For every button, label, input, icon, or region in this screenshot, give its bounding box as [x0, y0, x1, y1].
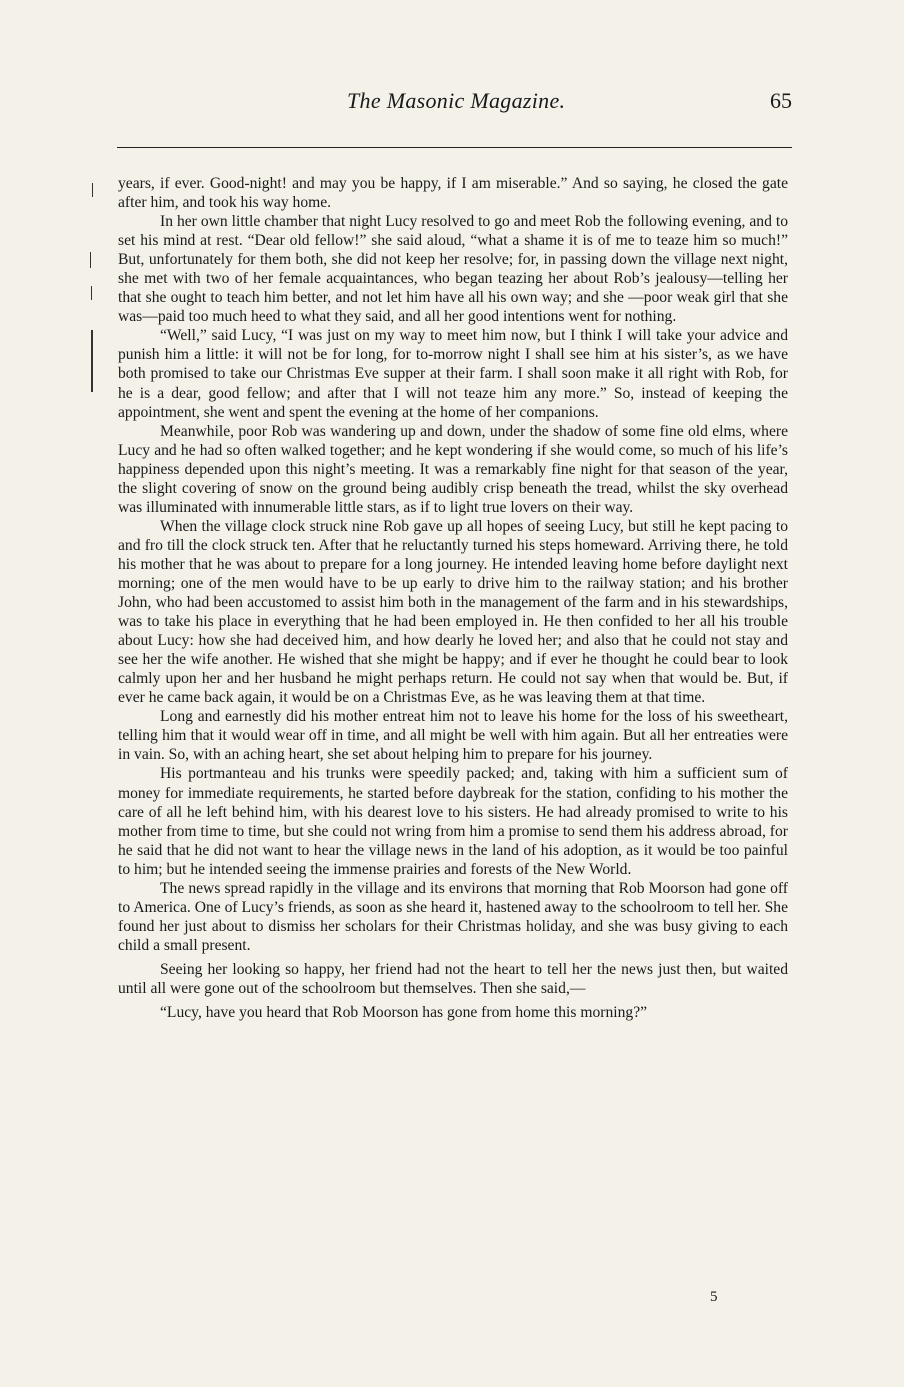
journal-title: The Masonic Magazine. — [347, 88, 566, 113]
margin-mark — [92, 183, 93, 197]
margin-mark — [91, 286, 92, 300]
paragraph: In her own little chamber that night Lucy resolved to go and meet Rob the following evening, and to set his mind at rest. “Dear old fellow!” she said aloud, “what a shame it is of me to teaze him so much!” But, unfortunately for them both, she did not keep her resolve; for, in passing down the village next night, she met with two of her female acquaintances, who began teazing her about Rob’s jealousy—telling her that she ought to teach him better, and not let him have all his own way; and she —poor weak girl that she was—paid too much heed to what they said, and all her good intentions went for nothing. — [118, 213, 788, 326]
margin-mark — [90, 252, 91, 268]
margin-mark — [91, 330, 93, 392]
paragraph: years, if ever. Good-night! and may you be happy, if I am miserable.” And so saying, he closed the gate after him, and took his way home. — [118, 175, 788, 212]
paragraph: His portmanteau and his trunks were speedily packed; and, taking with him a sufficient sum of money for immediate requirements, he started before daybreak for the station, confiding to his mother the care of all he left behind him, with his dearest love to his sisters. He had already promised to write to his mother from time to time, but she could not wring from him a promise to send them his address abroad, for he said that he did not want to hear the village news in the land of his adoption, as it would be too painful to him; but he intended seeing the immense prairies and forests of the New World. — [118, 765, 788, 878]
paragraph: Meanwhile, poor Rob was wandering up and down, under the shadow of some fine old elms, where Lucy and he had so often walked together; and he kept wondering if she would come, so much of his life’s happiness depended upon this night’s meeting. It was a remarkably fine night for that season of the year, the slight covering of snow on the ground being audibly crisp beneath the tread, whilst the sky overhead was illuminated with innumerable little stars, as if to light true lovers on their way. — [118, 422, 788, 516]
page-number: 65 — [770, 88, 792, 113]
paragraph: When the village clock struck nine Rob gave up all hopes of seeing Lucy, but still he kept pacing to and fro till the clock struck ten. After that he reluctantly turned his steps homeward. Arriving there, he told his mother that he was about to prepare for a long journey. He intended leaving home before daylight next morning; one of the men would have to be up early to drive him to the railway station; and his brother John, who had been accustomed to assist him both in the management of the farm and in his stewardships, was to take his place in everything that he had been employed in. He then confided to her all his trouble about Lucy: how she had deceived him, and how dearly he loved her; and also that he could not stay and see her the wife another. He wished that she might be happy; and if ever he thought he could bear to look calmly upon her and her husband he might perhaps return. He could not say when that would be. But, if ever he came back again, it would be on a Christmas Eve, as he was leaving them at that time. — [118, 517, 788, 707]
article-body — [118, 174, 788, 1022]
signature-mark: 5 — [710, 1289, 718, 1305]
paragraph: “Lucy, have you heard that Rob Moorson has gone from home this morning?” — [160, 1004, 648, 1022]
header-rule — [117, 147, 792, 148]
paragraph: Seeing her looking so happy, her friend had not the heart to tell her the news just then, but waited until all were gone out of the schoolroom but themselves. Then she said,— — [118, 960, 788, 997]
paragraph: Long and earnestly did his mother entreat him not to leave his home for the loss of his sweetheart, telling him that it would wear off in time, and all might be well with him again. But all her entreaties were in vain. So, with an aching heart, she set about helping him to prepare for his journey. — [118, 708, 788, 764]
paragraph: “Well,” said Lucy, “I was just on my way to meet him now, but I think I will take your advice and punish him a little: it will not be for long, for to-morrow night I shall see him at his sister’s, as we have both promised to take our Christmas Eve supper at their farm. I shall soon make it all right with Rob, for he is a dear, good fellow; and after that I will not teaze him any more.” So, instead of keeping the appointment, she went and spent the evening at the home of her companions. — [118, 327, 788, 421]
running-head — [117, 88, 792, 120]
paragraph: The news spread rapidly in the village and its environs that morning that Rob Moorson had gone off to America. One of Lucy’s friends, as soon as she heard it, hastened away to the schoolroom to tell her. She found her just about to dismiss her scholars for their Christmas holiday, and she was busy giving to each child a small present. — [118, 879, 788, 954]
